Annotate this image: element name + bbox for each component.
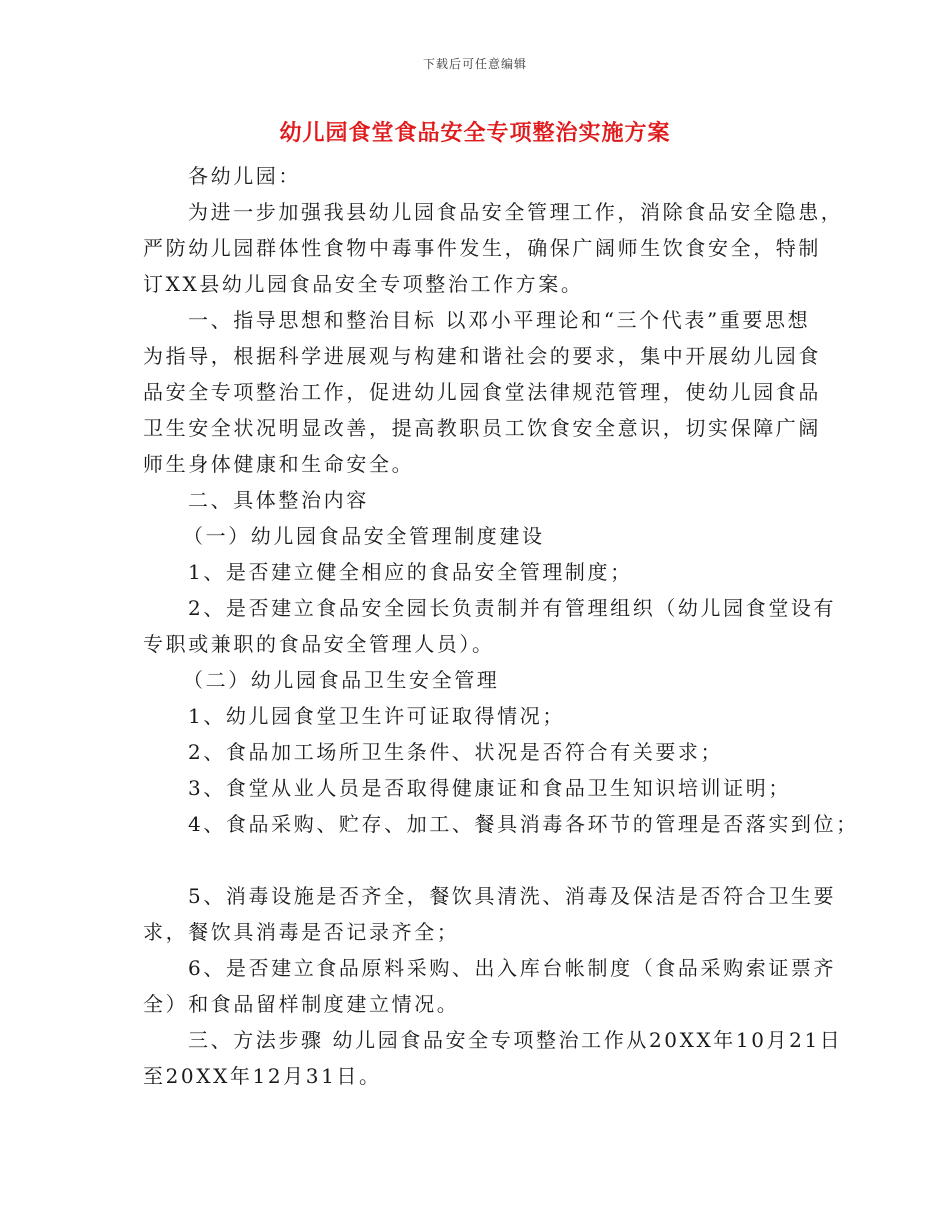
list-item: 6、是否建立食品原料采购、出入库台帐制度（食品采购索证票齐	[188, 956, 837, 980]
paragraph-line: 品安全专项整治工作，促进幼儿园食堂法律规范管理，使幼儿园食品	[143, 380, 821, 404]
salutation: 各幼儿园：	[188, 164, 301, 188]
blank-line	[143, 842, 823, 878]
list-item: 3、食堂从业人员是否取得健康证和食品卫生知识培训证明；	[188, 776, 791, 800]
list-item: 2、是否建立食品安全园长负责制并有管理组织（幼儿园食堂设有	[188, 596, 837, 620]
list-item-continuation: 求，餐饮具消毒是否记录齐全；	[143, 920, 460, 944]
subsection-heading: （一）幼儿园食品安全管理制度建设	[183, 524, 545, 548]
paragraph-line: 至20XX年12月31日。	[143, 1064, 382, 1088]
list-item: 4、食品采购、贮存、加工、餐具消毒各环节的管理是否落实到位；	[188, 812, 859, 836]
list-item: 1、幼儿园食堂卫生许可证取得情况；	[188, 704, 565, 728]
document-title: 幼儿园食堂食品安全专项整治实施方案	[279, 120, 671, 146]
list-item: 1、是否建立健全相应的食品安全管理制度；	[188, 560, 633, 584]
list-item-continuation: 专职或兼职的食品安全管理人员）。	[143, 632, 495, 656]
list-item-continuation: 全）和食品留样制度建立情况。	[143, 992, 460, 1016]
paragraph-line: 师生身体健康和生命安全。	[143, 452, 415, 476]
document-body	[143, 158, 859, 1094]
section-heading-line: 三、方法步骤 幼儿园食品安全专项整治工作从20XX年10月21日	[188, 1028, 843, 1052]
header-note: 下载后可任意编辑	[422, 57, 527, 71]
paragraph-line: 为进一步加强我县幼儿园食品安全管理工作，消除食品安全隐患，	[188, 200, 844, 224]
subsection-heading: （二）幼儿园食品卫生安全管理	[183, 668, 500, 692]
list-item: 5、消毒设施是否齐全，餐饮具清洗、消毒及保洁是否符合卫生要	[188, 884, 837, 908]
paragraph-line: 订XX县幼儿园食品安全专项整治工作方案。	[143, 272, 584, 296]
paragraph-line: 卫生安全状况明显改善，提高教职员工饮食安全意识，切实保障广阔	[143, 416, 821, 440]
section-heading: 二、具体整治内容	[188, 488, 369, 512]
list-item: 2、食品加工场所卫生条件、状况是否符合有关要求；	[188, 740, 724, 764]
section-heading-line: 一、指导思想和整治目标 以邓小平理论和“三个代表”重要思想	[188, 308, 811, 332]
paragraph-line: 严防幼儿园群体性食物中毒事件发生，确保广阔师生饮食安全，特制	[143, 236, 821, 260]
paragraph-line: 为指导，根据科学进展观与构建和谐社会的要求，集中开展幼儿园食	[143, 344, 821, 368]
